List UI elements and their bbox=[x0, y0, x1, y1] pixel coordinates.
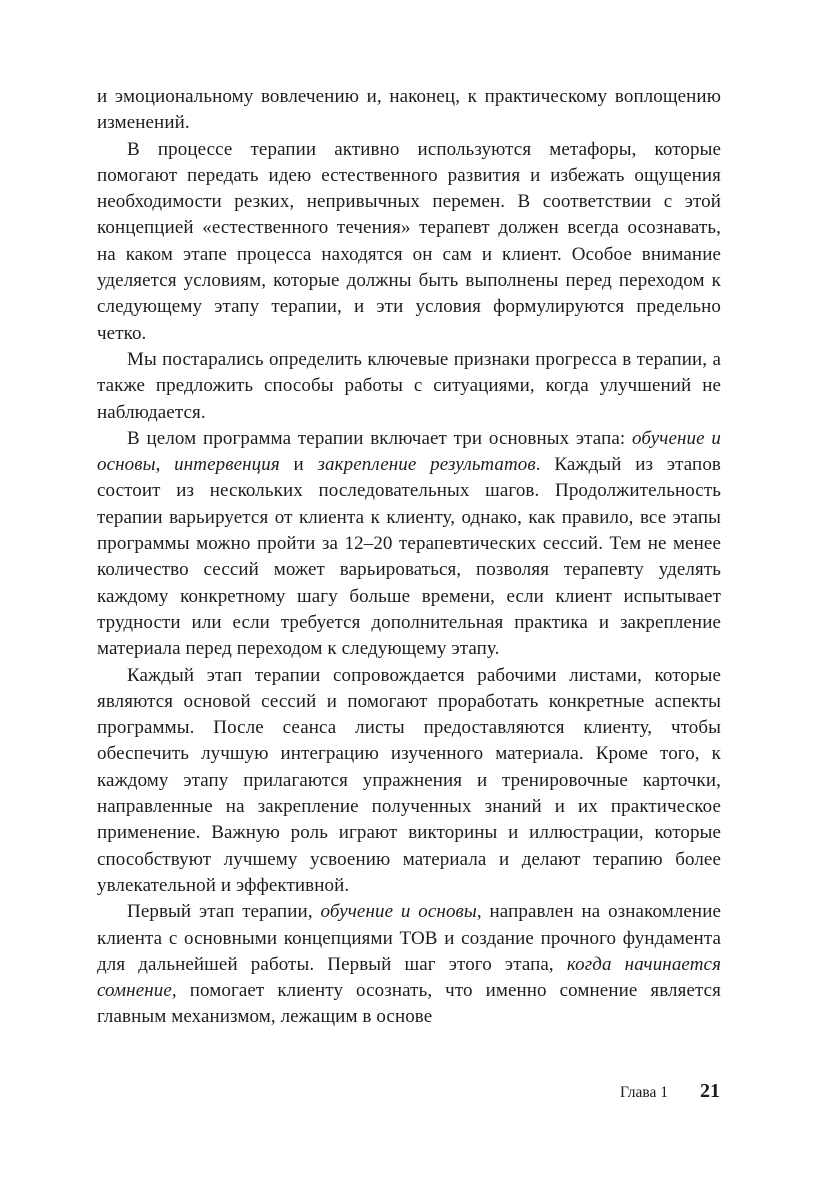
chapter-label: Глава 1 bbox=[619, 1084, 668, 1101]
paragraph-run-italic: когда начинается сомнение bbox=[97, 953, 722, 1002]
paragraph-run-italic: интервенция bbox=[174, 454, 280, 476]
paragraph-run: . Каждый из этапов состоит из нескольких последовательных шагов. Продолжительность терапии варьируется от клиента к клиенту, однако, как правило, все этапы программы можно пройти за 12–20 терапевтических сессий. Тем не менее количество сессий может варьироваться, позволяя терапевту уделять каждому конкретному шагу больше времени, если клиент испытывает трудности или если требуется дополнительная практика и закрепление материала перед переходом к следующему этапу. bbox=[97, 454, 721, 660]
paragraph-run-italic: обучение и основы bbox=[97, 427, 721, 476]
paragraph-run: , направлен на ознакомление клиента с основными концепциями ТОВ и создание прочного фундамента для дальнейшей работы. Первый шаг этого этапа, bbox=[97, 901, 722, 975]
paragraph bbox=[97, 899, 721, 1030]
paragraph-run: и bbox=[279, 454, 318, 476]
paragraph bbox=[97, 347, 721, 426]
paragraph bbox=[97, 426, 721, 663]
paragraph-run: Первый этап терапии, bbox=[127, 901, 321, 923]
paragraph bbox=[97, 663, 721, 900]
paragraph-run: Каждый этап терапии сопровождается рабочими листами, которые являются основой сессий и помогают проработать конкретные аспекты программы. После сеанса листы предоставляются клиенту, чтобы обеспечить лучшую интеграцию изученного материала. Кроме того, к каждому этапу прилагаются упражнения и тренировочные карточки, направленные на закрепление полученных знаний и их практическое применение. Важную роль играют викторины и иллюстрации, которые способствуют лучшему усвоению материала и делают терапию более увлекательной и эффективной. bbox=[97, 664, 721, 896]
paragraph-run: В процессе терапии активно используются метафоры, которые помогают передать идею естественного развития и избежать ощущения необходимости резких, непривычных перемен. В соответствии с этой концепцией «естественного течения» терапевт должен всегда осознавать, на каком этапе процесса находятся он сам и клиент. Особое внимание уделяется условиям, которые должны быть выполнены перед переходом к следующему этапу терапии, и эти условия формулируются предельно четко. bbox=[97, 138, 721, 344]
paragraph-run: Мы постарались определить ключевые признаки прогресса в терапии, а также предложить способы работы с ситуациями, когда улучшений не наблюдается. bbox=[97, 348, 721, 423]
paragraph-run: , bbox=[155, 454, 175, 476]
paragraph-run: В целом программа терапии включает три основных этапа: bbox=[127, 427, 633, 449]
paragraph-run-italic: обучение и основы bbox=[320, 901, 477, 923]
paragraph bbox=[97, 84, 721, 137]
page-number: 21 bbox=[700, 1080, 720, 1102]
text-block bbox=[97, 84, 721, 1031]
paragraph bbox=[97, 137, 721, 347]
paragraph-run: , помогает клиенту осознать, что именно сомнение является главным механизмом, лежащим в основе bbox=[97, 980, 721, 1028]
paragraph-run: и эмоциональному вовлечению и, наконец, к практическому воплощению изменений. bbox=[97, 86, 721, 134]
page-footer bbox=[620, 1080, 720, 1103]
paragraph-run-italic: закрепление результатов bbox=[317, 454, 536, 476]
